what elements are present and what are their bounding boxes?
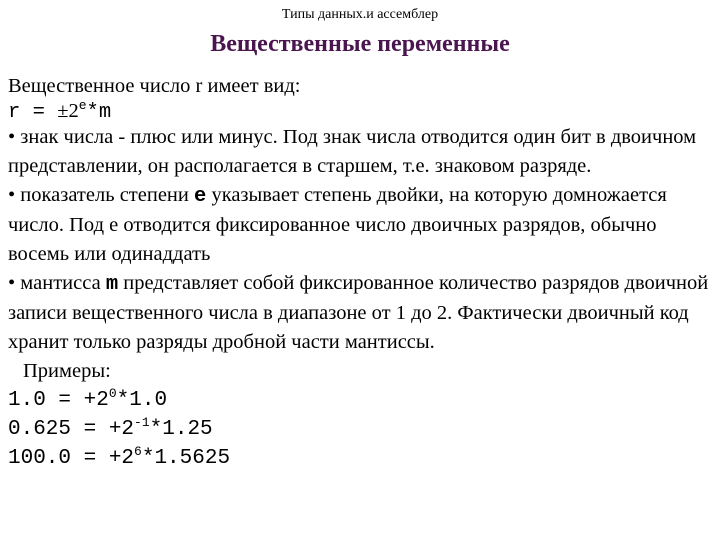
formula-suffix: *m (86, 101, 112, 124)
formula-exponent: e (78, 98, 87, 113)
slide-supertitle: Типы данных.и ассемблер (281, 7, 439, 22)
bullet-mantissa-post: представляет собой фиксированное количество разрядов двоичной записи вещественного числа в диапазоне от 1 до 2. Фактически двоичный код хранит только разряды дробной части мантиссы. (8, 272, 709, 353)
formula-line (8, 98, 714, 124)
bullet-exponent (8, 181, 714, 269)
slide-title: Вещественные переменные (210, 31, 510, 57)
example-exponent: -1 (134, 415, 150, 430)
bullet-mantissa-code: m (105, 273, 119, 296)
example-exponent: 6 (134, 444, 142, 459)
slide-body (8, 72, 714, 473)
examples-label: Примеры: (23, 360, 111, 382)
example-rhs: *1.25 (149, 418, 213, 441)
bullet-exponent-post: указывает степень двойки, на которую домножается число. Под е отводится фиксированное число двоичных разрядов, обычно восемь или одинаддать (8, 184, 667, 265)
example-rhs: *1.5625 (141, 447, 231, 470)
bullet-mantissa-pre: • мантисса (8, 272, 106, 294)
formula-sign: ± (57, 100, 69, 122)
example-line (8, 386, 714, 415)
bullet-sign-text: • знак числа - плюс или минус. Под знак числа отводится один бит в двоичном представлении, он располагается в старшем, т.е. знаковом разряде. (8, 126, 697, 177)
example-lhs: 0.625 = +2 (8, 418, 135, 441)
example-rhs: *1.0 (116, 389, 168, 412)
example-line (8, 444, 714, 473)
bullet-exponent-pre: • показатель степени (8, 184, 194, 206)
bullet-sign (8, 123, 714, 181)
example-exponent: 0 (108, 386, 117, 401)
bullet-mantissa (8, 269, 714, 357)
example-line (8, 415, 714, 444)
formula-prefix: r = (8, 101, 58, 124)
intro-line: Вещественное число r имеет вид: (8, 75, 301, 97)
formula-base: 2 (68, 100, 79, 122)
example-lhs: 100.0 = +2 (8, 447, 135, 470)
bullet-exponent-code: e (194, 185, 207, 208)
example-lhs: 1.0 = +2 (8, 389, 109, 412)
